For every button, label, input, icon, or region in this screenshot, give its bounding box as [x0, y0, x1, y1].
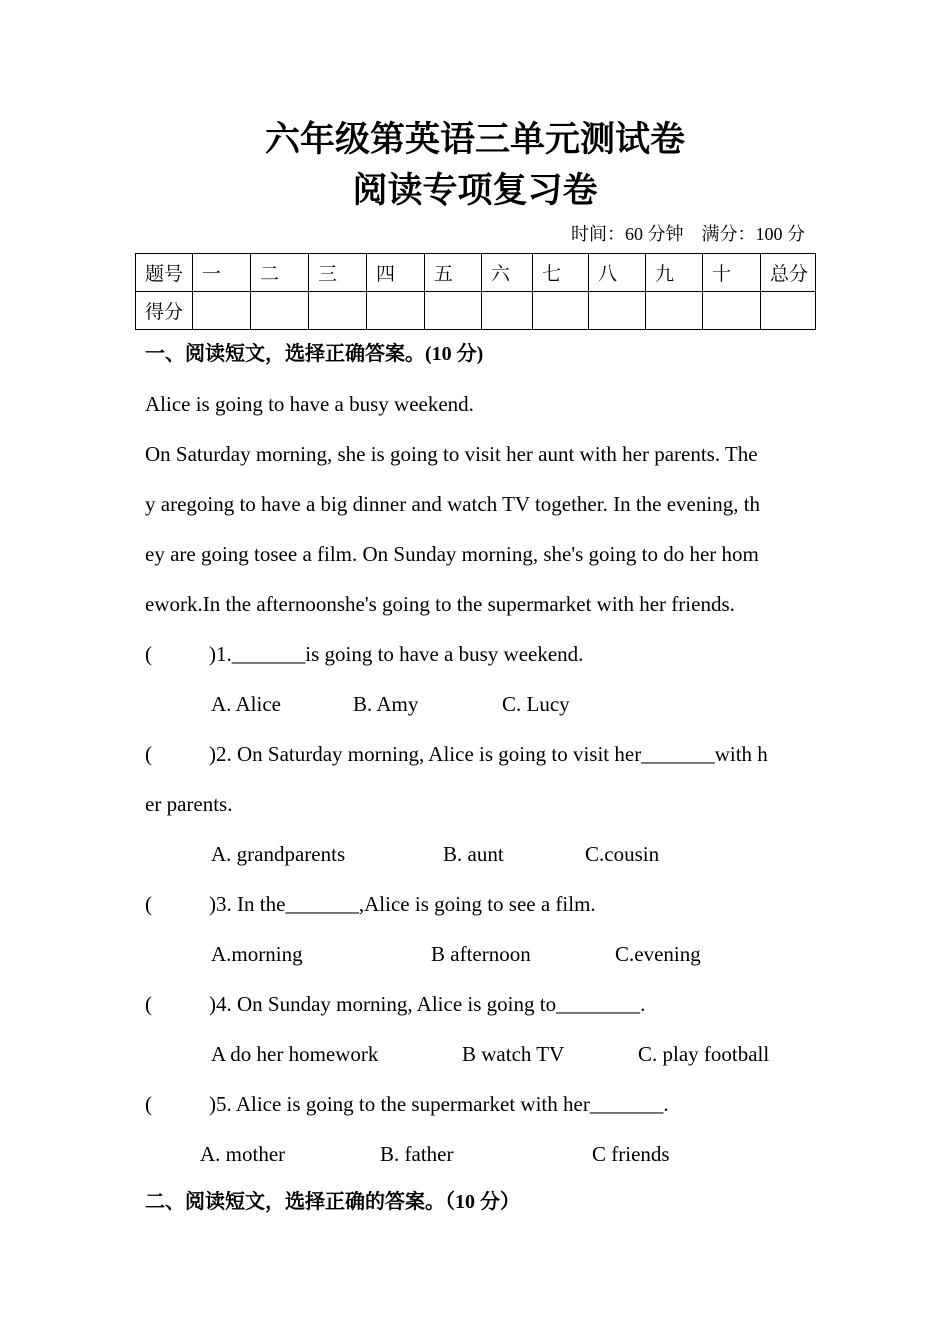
- table-row-label: 得分: [136, 292, 193, 330]
- page-title: 六年级第英语三单元测试卷: [264, 119, 685, 160]
- table-header-cell: 七: [533, 254, 589, 292]
- question-4: [145, 994, 645, 1015]
- score-cell[interactable]: [703, 292, 761, 330]
- question-1: [145, 644, 583, 665]
- passage-line: On Saturday morning, she is going to visit her aunt with her parents. The: [145, 442, 758, 466]
- table-header-cell: 题号: [136, 254, 193, 292]
- score-table: [135, 253, 816, 330]
- score-table-score-row: [136, 292, 816, 330]
- option-a: A. Alice: [211, 692, 281, 716]
- table-header-cell: 三: [309, 254, 367, 292]
- question-3: [145, 894, 596, 915]
- score-cell[interactable]: [251, 292, 309, 330]
- score-cell[interactable]: [193, 292, 251, 330]
- score-cell[interactable]: [761, 292, 816, 330]
- score-cell[interactable]: [425, 292, 482, 330]
- question-text: )1._______is going to have a busy weekend.: [209, 642, 584, 666]
- passage-line: ework.In the afternoonshe's going to the supermarket with her friends.: [145, 592, 735, 616]
- table-header-cell: 五: [425, 254, 482, 292]
- option-c: C. Lucy: [502, 692, 570, 716]
- option-b: B watch TV: [462, 1042, 565, 1066]
- score-cell[interactable]: [482, 292, 533, 330]
- passage-line: Alice is going to have a busy weekend.: [145, 392, 474, 416]
- option-b: B. father: [380, 1142, 454, 1166]
- question-text-continued: er parents.: [145, 792, 233, 816]
- option-a: A. grandparents: [211, 842, 346, 866]
- option-c: C. play football: [638, 1042, 770, 1066]
- option-a: A. mother: [200, 1142, 286, 1166]
- answer-paren[interactable]: (: [145, 642, 152, 666]
- option-a: A.morning: [211, 942, 303, 966]
- score-cell[interactable]: [367, 292, 425, 330]
- answer-paren[interactable]: (: [145, 892, 152, 916]
- section-2-heading: 二、阅读短文，选择正确的答案。（10 分）: [145, 1191, 520, 1213]
- question-text: )2. On Saturday morning, Alice is going to visit her_______with h: [209, 742, 768, 766]
- option-b: B. aunt: [443, 842, 504, 866]
- time-limit: 时间：60 分钟: [571, 224, 684, 244]
- page-subtitle: 阅读专项复习卷: [352, 170, 598, 211]
- question-text: )3. In the_______,Alice is going to see a film.: [209, 892, 596, 916]
- table-header-cell: 总分: [761, 254, 816, 292]
- exam-info: [571, 224, 805, 244]
- table-header-cell: 六: [482, 254, 533, 292]
- option-c: C.evening: [615, 942, 701, 966]
- table-header-cell: 四: [367, 254, 425, 292]
- option-a: A do her homework: [211, 1042, 379, 1066]
- table-header-cell: 二: [251, 254, 309, 292]
- score-cell[interactable]: [589, 292, 646, 330]
- score-cell[interactable]: [533, 292, 589, 330]
- option-b: B. Amy: [353, 692, 419, 716]
- table-header-cell: 十: [703, 254, 761, 292]
- table-header-cell: 一: [193, 254, 251, 292]
- question-5: [145, 1094, 669, 1115]
- score-table-header-row: [136, 254, 816, 292]
- option-c: C.cousin: [585, 842, 660, 866]
- question-text: )4. On Sunday morning, Alice is going to________.: [209, 992, 646, 1016]
- table-header-cell: 八: [589, 254, 646, 292]
- section-1-heading: 一、阅读短文，选择正确答案。(10 分): [145, 343, 484, 365]
- option-b: B afternoon: [431, 942, 531, 966]
- score-cell[interactable]: [646, 292, 703, 330]
- answer-paren[interactable]: (: [145, 992, 152, 1016]
- table-header-cell: 九: [646, 254, 703, 292]
- score-cell[interactable]: [309, 292, 367, 330]
- option-c: C friends: [592, 1142, 670, 1166]
- passage-line: ey are going tosee a film. On Sunday morning, she's going to do her hom: [145, 542, 759, 566]
- full-score: 满分：100 分: [701, 224, 805, 244]
- question-2: [145, 744, 768, 765]
- question-text: )5. Alice is going to the supermarket with her_______.: [209, 1092, 669, 1116]
- answer-paren[interactable]: (: [145, 1092, 152, 1116]
- answer-paren[interactable]: (: [145, 742, 152, 766]
- passage-line: y aregoing to have a big dinner and watch TV together. In the evening, th: [145, 492, 761, 516]
